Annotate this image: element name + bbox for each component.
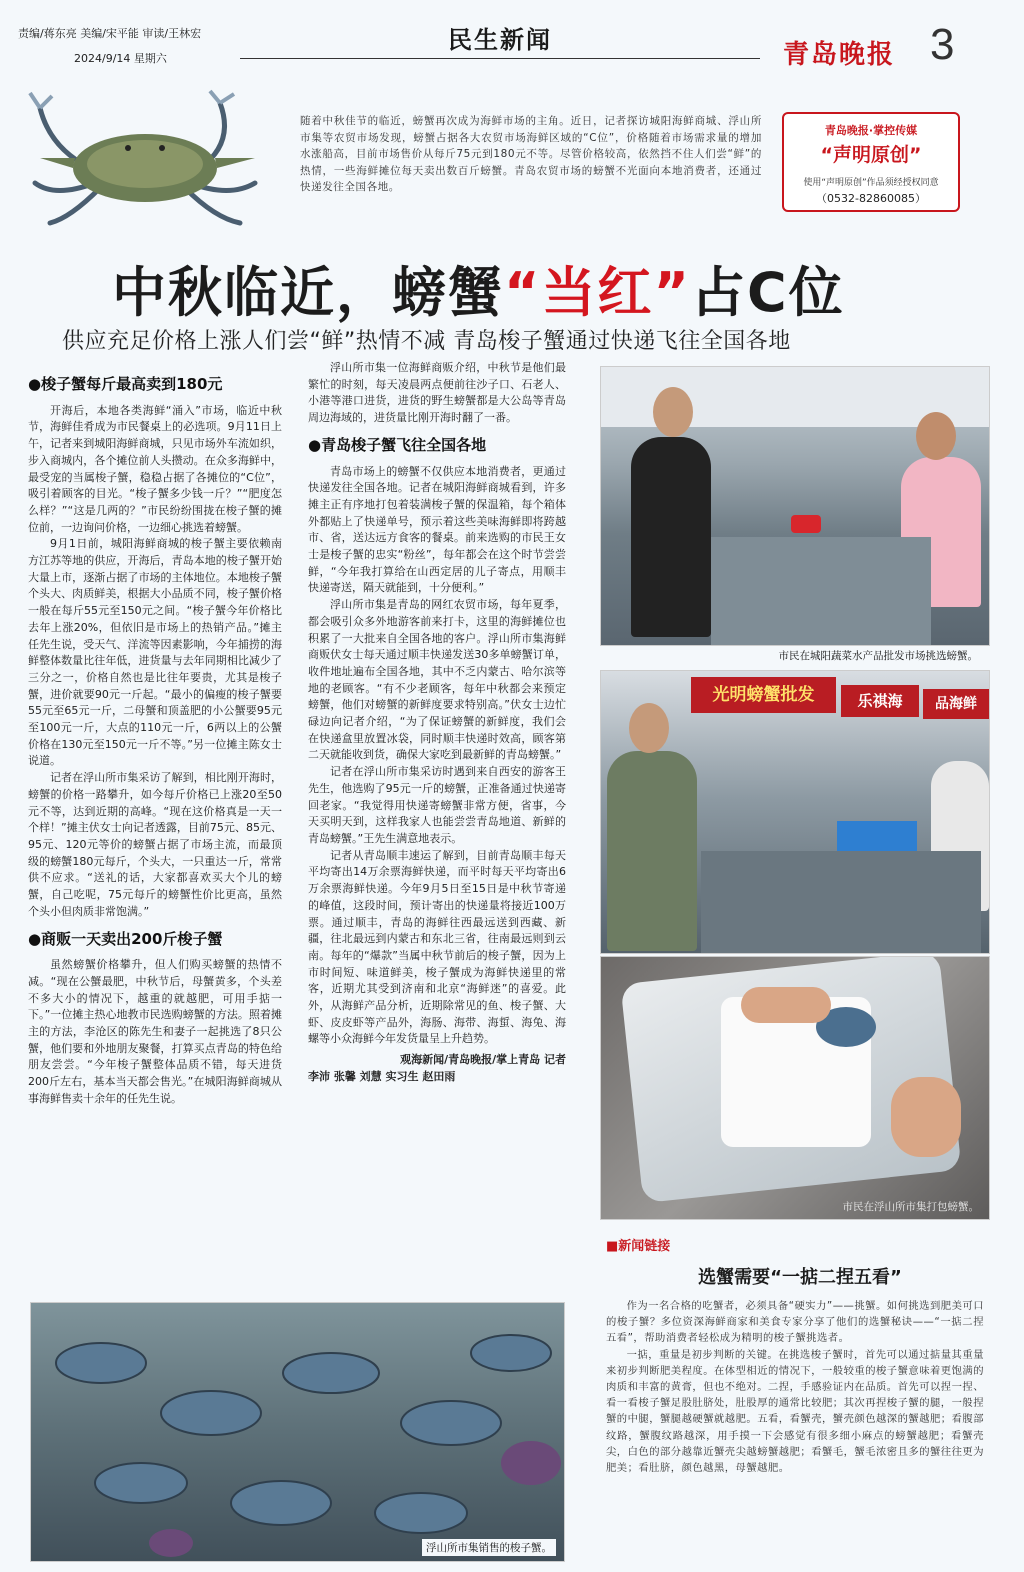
section-heading-price: ●梭子蟹每斤最高卖到180元: [28, 376, 223, 393]
photo-1-caption: 市民在城阳蔬菜水产品批发市场挑选螃蟹。: [778, 650, 978, 662]
headline-red: “当红”: [504, 261, 691, 324]
paragraph: 记者在浮山所市集采访时遇到来自西安的游客王先生，他选购了95元一斤的螃蟹，正准备通过快递寄回老家。“我觉得用快递寄螃蟹非常方便，省事，今天买明天到，这样我家人也能尝尝青岛地道、新鲜的青岛螃蟹。”王先生满意地表示。: [308, 765, 566, 845]
crab-tank-photo: [30, 1302, 565, 1562]
paragraph: 一掂，重量是初步判断的关键。在挑选梭子蟹时，首先可以通过掂量其重量来初步判断肥美程度。在体型相近的情况下，一般较重的梭子蟹意味着更饱满的肉质和丰富的黄膏，但也不绝对。二捏，手感验证内在品质。首先可以捏一捏、看一看梭子蟹足股肚脐处，肚股厚的通常比较肥；其次再捏梭子蟹的腿，一般捏蟹的中腿，蟹腿越硬蟹就越肥。五看，看蟹壳，蟹壳颜色越深的蟹越肥；看腹部纹路，蟹腹纹路越深，用手摸一下会感觉有很多细小麻点的螃蟹越肥；看蟹壳尖，白色的部分越靠近蟹壳尖越螃蟹越肥；看蟹毛，蟹毛浓密且多的蟹往往更为肥美；看肚脐，颜色越黑，母蟹越肥。: [606, 1348, 984, 1475]
sidebar-title: 选蟹需要“一掂二捏五看”: [698, 1267, 902, 1288]
paragraph: 记者从青岛顺丰速运了解到，目前青岛顺丰每天平均寄出14万余票海鲜快递，而平时每天平均寄出6万余票海鲜快递。今年9月5日至15日是中秋节寄递的峰值，这段时间，预计寄出的快递量将接近100万票。通过顺丰，青岛的海鲜往西最远送到西藏、新疆，往北最远到内蒙古和东北三省，往南最远则到云南。每年的“爆款”当属中秋节前后的梭子蟹，因为上市时间短、味道鲜美，梭子蟹成为海鲜快递里的常客，近期尤其受到济南和北京“海鲜迷”的喜爱。此外，从海鲜产品分析，近期除常见的鱼、梭子蟹、大虾、皮皮虾等产品外，海肠、海带、海蜇、海兔、海螺等小众海鲜今年发货量呈上升趋势。: [308, 848, 566, 1046]
section-heading-sales: ●商贩一天卖出200斤梭子蟹: [28, 929, 223, 948]
photo-4-caption-area: [31, 1533, 556, 1559]
packing-photo: [600, 956, 990, 1220]
editor-credits: 责编/蒋东亮 美编/宋平能 审读/王林宏: [18, 27, 202, 40]
paragraph: 虽然螃蟹价格攀升，但人们购买螃蟹的热情不减。“现在公蟹最肥，中秋节后，母蟹黄多，个头差不多大小的情况下，越重的就越肥，可用手掂一下。”一位摊主热心地教市民选购螃蟹的方法。照着摊主的方法，李沧区的陈先生和妻子一起挑选了8只公蟹，他们要和外地朋友聚餐，打算买点青岛的特色给朋友尝尝。“今年梭子蟹整体品质不错，每天进货200斤左右，基本当天都会售光。”在城阳海鲜商城从事海鲜售卖十余年的任先生说。: [28, 958, 282, 1105]
paragraph: 浮山所市集是青岛的网红农贸市场，每年夏季，都会吸引众多外地游客前来打卡，这里的海鲜摊位也积累了一大批来自全国各地的客户。浮山所市集海鲜商贩伏女士每天通过顺丰快递发送30多单螃蟹订单，收件地址遍布全国各地，其中不乏内蒙古、哈尔滨等地的老顾客。“有不少老顾客，每年中秋都会来预定螃蟹，他们对螃蟹的新鲜度要求特别高。”伏女士边忙碌边向记者介绍，“为了保证螃蟹的新鲜度，我们会在快递盒里放置冰袋，同时顺丰快递时效高，顾客第二天就能收到货，确保大家吃到最新鲜的青岛螃蟹。”: [308, 598, 566, 762]
shop-sign-3: 品海鲜: [923, 689, 989, 719]
paragraph: 9月1日前，城阳海鲜商城的梭子蟹主要依赖南方江苏等地的供应，开海后，青岛本地的梭子蟹开始大量上市，逐渐占据了市场的主体地位。本地梭子蟹个头大、肉质鲜美，根据大小品质不同，梭子蟹价格一般在每斤55元至150元之间。“梭子蟹今年价格比去年上涨20%，但依旧是市场上的热销产品。”摊主任先生说，受天气、洋流等因素影响，今年捕捞的海鲜整体数量比往年低，进货量与去年同期相比减少了三分之一，价格自然也是比往年要贵，尤其是梭子蟹，进价就要90元一斤起。“最小的偏瘦的梭子蟹要55元至65元一斤，二母蟹和顶盖肥的小公蟹要95元至100元一斤，大点的110元一斤，6两以上的公蟹价格在130元至150元一斤不等。”另一位摊主陈女士说道。: [28, 537, 282, 768]
photo-4-caption: 浮山所市集销售的梭子蟹。: [422, 1539, 556, 1556]
sub-headline: 供应充足价格上涨人们尝“鲜”热情不减 青岛梭子蟹通过快递飞往全国各地: [62, 329, 791, 354]
stamp-line2: “声明原创”: [820, 144, 922, 166]
market-photo-2: [600, 670, 990, 954]
paragraph: 作为一名合格的吃蟹者，必须具备“硬实力”——挑蟹。如何挑选到肥美可口的梭子蟹？多位资深海鲜商家和美食专家分享了他们的选蟹秘诀——“一掂二捏五看”，帮助消费者轻松成为精明的梭子蟹挑选者。: [606, 1300, 984, 1345]
stamp-line1: 青岛晚报·掌控传媒: [824, 124, 918, 137]
section-title: 民生新闻: [448, 26, 552, 54]
paragraph: 青岛市场上的螃蟹不仅供应本地消费者，更通过快递发往全国各地。记者在城阳海鲜商城看到，许多摊主正有序地打包着装满梭子蟹的保温箱，每个箱体外都贴上了快递单号，预示着这些美味海鲜即将跨越市、省，送达远方食客的餐桌。前来选购的市民王女士是梭子蟹的忠实“粉丝”，每年都会在这个时节尝尝鲜，“今年我打算给在山西定居的儿子寄点，用顺丰快递寄送，隔天就能到，十分便利。”: [308, 464, 566, 595]
news-link-label: [606, 1235, 670, 1254]
crab-shapes: [31, 1303, 564, 1561]
article-column-2: [308, 360, 566, 1296]
byline-authors: 李沛 张馨 刘慧 实习生 赵田雨: [308, 1069, 456, 1083]
crab-illustration: [20, 88, 270, 228]
issue-date: 2024/9/14 星期六: [74, 52, 167, 65]
stamp-line3: 使用“声明原创”作品须经授权同意: [803, 178, 939, 188]
article-column-1: [28, 376, 282, 1296]
headline-part2: 占C位: [690, 261, 845, 324]
lead-paragraph: 随着中秋佳节的临近，螃蟹再次成为海鲜市场的主角。近日，记者探访城阳海鲜商城、浮山所市集等农贸市场发现，螃蟹占据各大农贸市场海鲜区域的“C位”，价格随着市场需求量的增加水涨船高，目前市场售价从每斤75元到180元不等。尽管价格较高，依然挡不住人们尝“鲜”的热情，一些海鲜摊位每天卖出数百斤螃蟹。青岛农贸市场的螃蟹不光面向本地消费者，还通过快递发往全国各地。: [300, 115, 762, 193]
shop-sign-1: 光明螃蟹批发: [691, 677, 836, 713]
photo-3-caption: 市民在浮山所市集打包螃蟹。: [842, 1201, 979, 1213]
headline-part1: 中秋临近，螃蟹: [112, 261, 504, 324]
page-number: 3: [930, 20, 955, 69]
paragraph: 开海后，本地各类海鲜“涌入”市场，临近中秋节，海鲜佳肴成为市民餐桌上的必选项。9月11日上午，记者来到城阳海鲜商城，只见市场外车流如织，步入商城内，各个摊位前人头攒动。在众多海鲜中，最受宠的当属梭子蟹，稳稳占据了各摊位的“C位”，吸引着顾客的目光。“梭子蟹多少钱一斤？”“肥度怎么样？”“这是几两的？”市民纷纷围拢在梭子蟹的摊位前，一边询问价格，一边细心挑选着螃蟹。: [28, 403, 282, 534]
sidebar-body: [606, 1298, 984, 1568]
stamp-phone: （0532-82860085）: [816, 192, 926, 205]
paragraph: 浮山所市集一位海鲜商贩介绍，中秋节是他们最繁忙的时刻，每天凌晨两点便前往沙子口、石老人、小港等港口进货，进货的野生螃蟹都是大公岛等青岛周边海域的，进货量比刚开海时翻了一番。: [308, 361, 566, 425]
original-statement-stamp: [782, 112, 960, 212]
main-headline: [112, 250, 845, 327]
newspaper-brand: 青岛晚报: [783, 40, 896, 70]
paragraph: 记者在浮山所市集采访了解到，相比刚开海时，螃蟹的价格一路攀升，如今每斤价格已上涨20至50元不等，达到近期的高峰。“现在这价格真是一天一个样！”摊主伏女士向记者透露，目前75元、85元、95元、120元等价的螃蟹占据了市场主流，而最顶级的螃蟹180元每斤，个头大，一只重达一斤，常常供不应求。“送礼的话，大家都喜欢买大个儿的螃蟹，自己吃呢，75元每斤的螃蟹性价比更高，虽然个头小但肉质非常饱满。”: [28, 771, 282, 918]
shop-sign-2: 乐祺海: [841, 685, 919, 717]
header-rule: [240, 58, 760, 59]
news-link-label-text: ■新闻链接: [606, 1239, 671, 1254]
section-heading-delivery: ●青岛梭子蟹飞往全国各地: [308, 435, 487, 454]
market-photo-1: [600, 366, 990, 646]
byline-source: 观海新闻/青岛晚报/掌上青岛 记者: [400, 1053, 566, 1067]
